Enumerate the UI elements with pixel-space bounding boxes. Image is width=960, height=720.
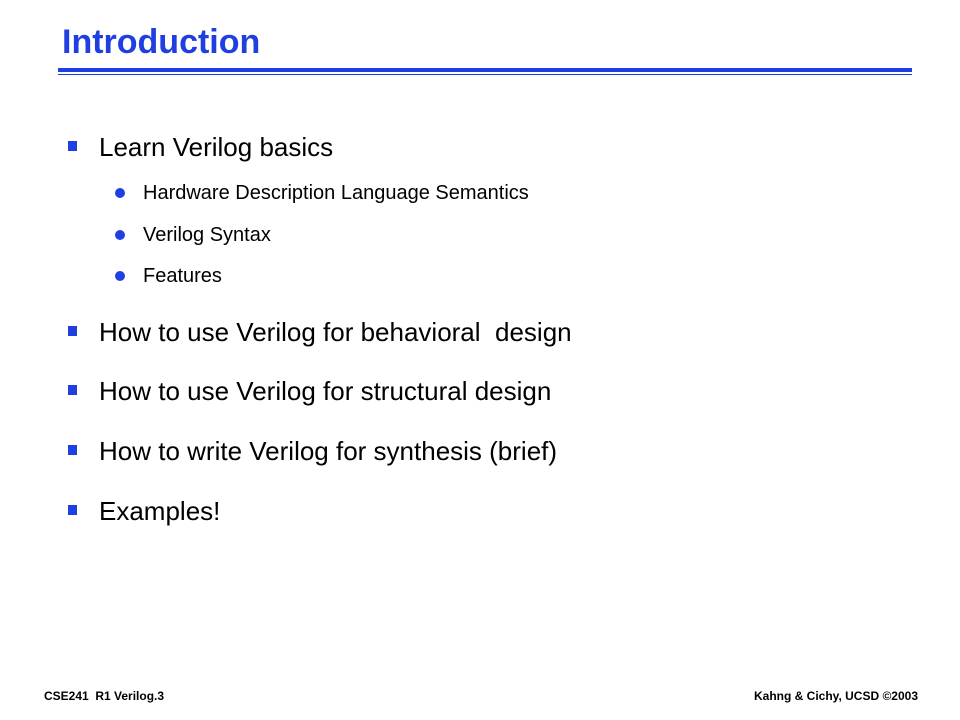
title-rule-thick <box>58 68 912 72</box>
round-bullet-icon <box>115 271 125 281</box>
bullet-text: How to write Verilog for synthesis (brief) <box>99 436 558 466</box>
bullet-text: Learn Verilog basics <box>99 132 334 162</box>
round-bullet-icon <box>115 188 125 198</box>
sub-bullet-text: Features <box>143 265 222 287</box>
slide-title: Introduction <box>62 23 261 61</box>
bullet-text: How to use Verilog for behavioral design <box>99 317 572 347</box>
square-bullet-icon <box>68 505 77 515</box>
bullet-text: Examples! <box>99 496 221 526</box>
sub-bullet-text: Verilog Syntax <box>143 224 271 246</box>
footer-copyright: Kahng & Cichy, UCSD ©2003 <box>754 689 918 703</box>
square-bullet-icon <box>68 141 77 151</box>
square-bullet-icon <box>68 385 77 395</box>
footer-course-label: CSE241 R1 Verilog.3 <box>44 689 165 703</box>
round-bullet-icon <box>115 230 125 240</box>
sub-bullet-text: Hardware Description Language Semantics <box>143 182 529 204</box>
bullet-text: How to use Verilog for structural design <box>99 376 552 406</box>
title-rule-thin <box>58 74 912 75</box>
square-bullet-icon <box>68 326 77 336</box>
square-bullet-icon <box>68 445 77 455</box>
